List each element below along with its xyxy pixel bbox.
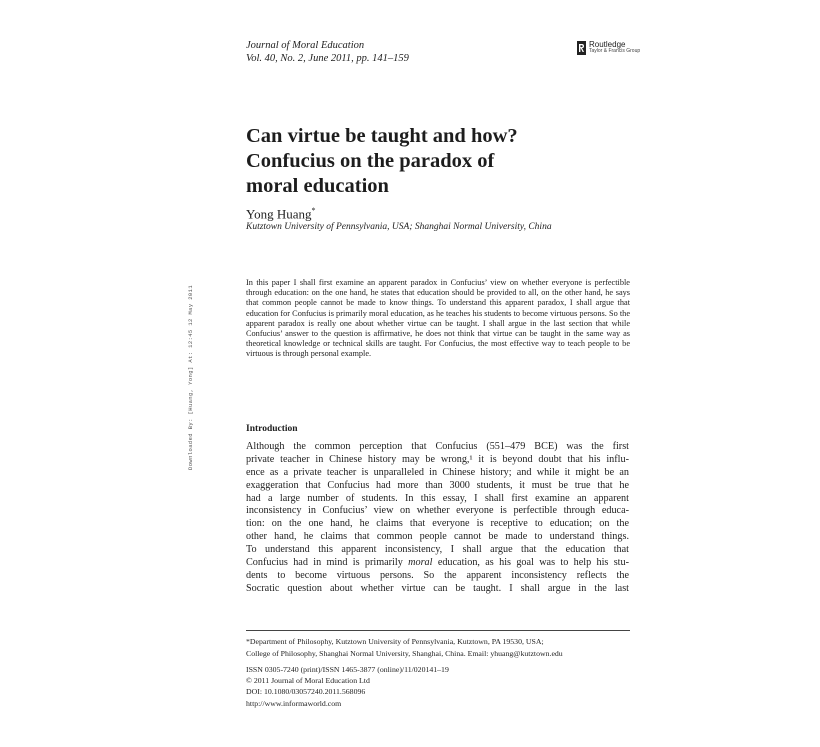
section-heading-introduction: Introduction bbox=[246, 424, 298, 434]
body-line: To understand this apparent inconsistency, I shall argue that the education that bbox=[246, 544, 629, 556]
issn-line: ISSN 0305-7240 (print)/ISSN 1465-3877 (online)/11/020141–19 bbox=[246, 665, 449, 674]
article-title bbox=[246, 124, 646, 199]
body-line: Although the common perception that Confucius (551–479 BCE) was the first bbox=[246, 441, 629, 452]
author-text: Yong Huang bbox=[246, 206, 312, 222]
publisher-subtitle: Taylor & Francis Group bbox=[589, 48, 641, 54]
doi-line: DOI: 10.1080/03057240.2011.568096 bbox=[246, 687, 366, 697]
publisher-url: http://www.informaworld.com bbox=[246, 698, 342, 708]
routledge-logo-icon bbox=[577, 41, 586, 55]
abstract: In this paper I shall first examine an apparent paradox in Confucius’ view on whether everyone is perfectible through education: on the one hand, he states that education should be provided to all, on the other hand, he says that common people cannot be made to know things. To understand this apparent paradox, I shall argue that education for Confucius is primarily moral education, as he teaches his students to become virtuous persons. So the apparent paradox is really one about whether virtue can be taught. I shall argue in the last section that while Confucius’ answer to the question is affirmative, he does not think that virtue can be taught in the same way as theoretical knowledge or technical skills are taught. For Confucius, the most effective way to teach people to be virtuous is through personal example. bbox=[246, 278, 630, 359]
body-line: Socratic question about whether virtue can be taught. I shall argue in the last bbox=[246, 582, 629, 594]
publisher-name: Routledge bbox=[589, 40, 626, 49]
journal-name: Journal of Moral Education bbox=[246, 40, 365, 51]
author-name bbox=[246, 206, 316, 222]
title-line: moral education bbox=[246, 175, 389, 197]
journal-volume: Vol. 40, No. 2, June 2011, pp. 141–159 bbox=[246, 53, 409, 64]
body-line: inconsistency in Confucius’ view on whether everyone is perfectible through educa- bbox=[246, 505, 629, 517]
footnote-line: *Department of Philosophy, Kutztown University of Pennsylvania, Kutztown, PA 19530, USA; bbox=[246, 637, 544, 646]
title-line: Can virtue be taught and how? bbox=[246, 125, 518, 147]
body-line: tion: on the one hand, he claims that everyone is receptive to education; on the bbox=[246, 518, 629, 530]
body-line: ence as a private teacher is unparalleled in Chinese history; and while it might be an bbox=[246, 466, 629, 478]
body-line-part: Confucius had in mind is primarily bbox=[246, 557, 409, 569]
journal-header bbox=[246, 39, 409, 65]
footnote-line: College of Philosophy, Shanghai Normal University, Shanghai, China. Email: yhuang@kutztown.edu bbox=[246, 648, 563, 658]
publication-metadata bbox=[246, 664, 449, 709]
author-footnote bbox=[246, 636, 630, 659]
footnote-divider bbox=[246, 630, 630, 631]
author-affiliation: Kutztown University of Pennsylvania, USA; Shanghai Normal University, China bbox=[246, 222, 552, 232]
body-line: had a large number of students. In this essay, I shall first examine an apparent bbox=[246, 492, 629, 504]
download-stamp: Downloaded By: [Huang, Yong] At: 12:45 12 May 2011 bbox=[187, 284, 194, 470]
body-line bbox=[246, 557, 629, 570]
copyright-line: © 2011 Journal of Moral Education Ltd bbox=[246, 676, 370, 686]
emphasis-moral: moral bbox=[408, 557, 433, 569]
body-line-part: education, as his goal was to help his stu- bbox=[432, 557, 629, 569]
publisher-logo bbox=[577, 41, 640, 55]
author-footnote-mark: * bbox=[311, 206, 316, 215]
introduction-body bbox=[246, 441, 629, 596]
body-line: dents to become virtuous persons. So the apparent inconsistency reflects the bbox=[246, 569, 629, 581]
body-line: other hand, he claims that common people cannot be made to understand things. bbox=[246, 531, 629, 543]
body-line: private teacher in Chinese history may be wrong,¹ it is beyond doubt that his influ- bbox=[246, 453, 629, 465]
body-line: exaggeration that Confucius had more than 3000 students, it must be true that he bbox=[246, 479, 629, 491]
title-line: Confucius on the paradox of bbox=[246, 150, 495, 172]
